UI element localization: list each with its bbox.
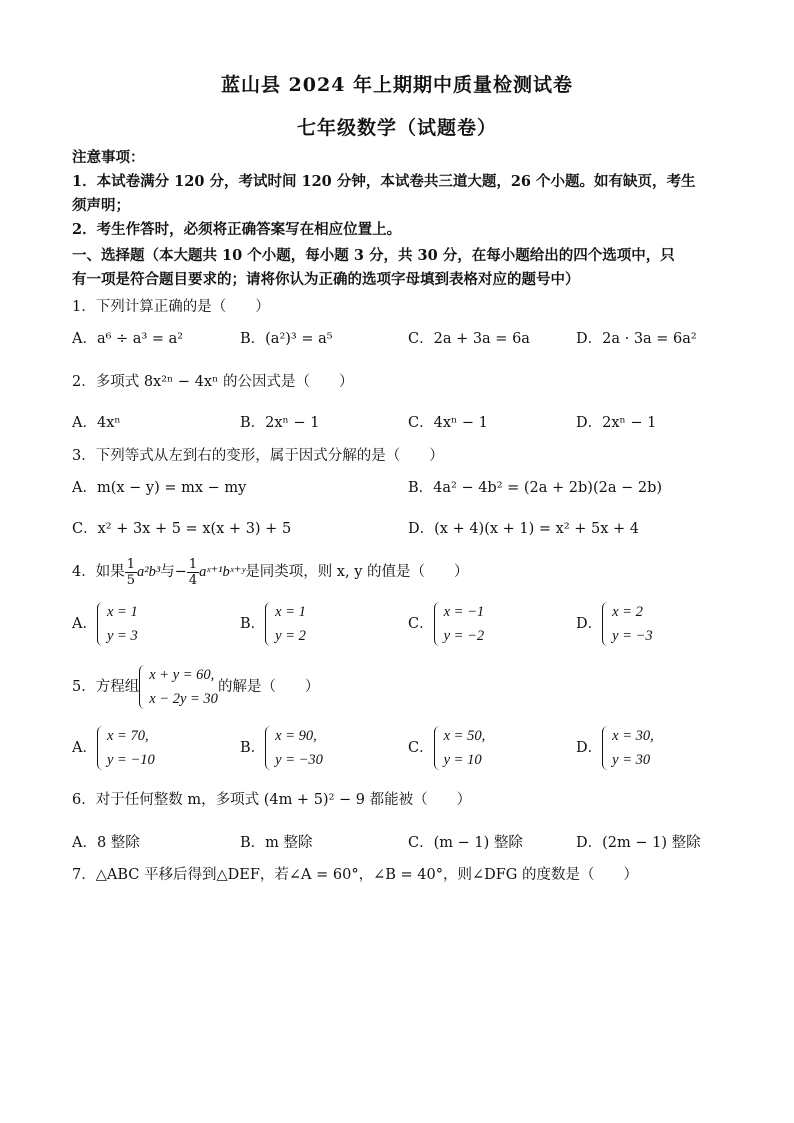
question-2-option-c: C．4xⁿ − 1 xyxy=(408,415,488,431)
system-row: y = −10 xyxy=(106,752,155,768)
system-row: x − 2y = 30 xyxy=(149,691,218,707)
question-3-option-d: D．(x + 4)(x + 1) = x² + 5x + 4 xyxy=(408,521,640,537)
question-6-stem: 6．对于任何整数 m，多项式 (4m + 5)² − 9 都能被（ ） xyxy=(72,792,472,808)
question-4-option-b xyxy=(240,600,306,648)
option-label: B． xyxy=(240,616,266,632)
option-label: A． xyxy=(72,616,97,632)
question-4-stem-suffix: 是同类项，则 x, y 的值是（ ） xyxy=(245,564,469,580)
question-5-option-c xyxy=(408,724,485,772)
option-label: A． xyxy=(72,740,97,756)
system-row: y = 3 xyxy=(106,628,138,644)
system-row: y = −2 xyxy=(443,628,485,644)
system-row: y = −30 xyxy=(275,752,323,768)
option-label: C． xyxy=(408,740,434,756)
system-row: x = 30, xyxy=(612,728,654,744)
equation-system xyxy=(265,600,306,648)
system-row: y = 10 xyxy=(443,752,482,768)
equation-system xyxy=(265,724,323,772)
fraction-one-quarter xyxy=(187,557,199,588)
question-2-stem: 2．多项式 8x²ⁿ − 4xⁿ 的公因式是（ ） xyxy=(72,374,354,390)
question-2-option-a: A．4xⁿ xyxy=(72,415,121,431)
equation-system xyxy=(97,600,138,648)
system-row: y = −3 xyxy=(612,628,653,644)
question-4-options xyxy=(72,600,732,650)
notes-item-1-cont: 须声明； xyxy=(72,197,130,214)
question-4-stem-mid: 与− xyxy=(160,564,187,580)
question-5-option-a xyxy=(72,724,155,772)
system-row: x + y = 60, xyxy=(149,667,215,683)
equation-system xyxy=(602,600,653,648)
question-4-option-d xyxy=(576,600,653,648)
question-3-option-b: B．4a² − 4b² = (2a + 2b)(2a − 2b) xyxy=(408,480,663,496)
system-row: x = 2 xyxy=(612,604,643,620)
equation-system xyxy=(434,724,486,772)
section-1-heading: 一、选择题（本大题共 10 个小题，每小题 3 分，共 30 分，在每小题给出的四个选项中，只 xyxy=(72,247,675,264)
question-4-stem xyxy=(72,552,732,592)
notes-heading: 注意事项： xyxy=(72,149,145,166)
question-5-option-d xyxy=(576,724,654,772)
question-1-option-a: A．a⁶ ÷ a³ = a² xyxy=(72,331,184,347)
question-4-stem-prefix: 4．如果 xyxy=(72,564,125,580)
system-row: y = 30 xyxy=(612,752,651,768)
system-row: y = 2 xyxy=(275,628,306,644)
equation-system xyxy=(602,724,654,772)
question-4-option-c xyxy=(408,600,484,648)
equation-system xyxy=(97,724,155,772)
question-2-option-b: B．2xⁿ − 1 xyxy=(240,415,320,431)
system-row: x = 1 xyxy=(106,604,138,620)
question-4-term-2: aˣ⁺¹bˣ⁺ʸ xyxy=(199,564,246,580)
equation-system xyxy=(139,663,218,711)
question-4-option-a xyxy=(72,600,138,648)
option-label: C． xyxy=(408,616,434,632)
fraction-numerator: 1 xyxy=(126,556,136,572)
question-6-option-d: D．(2m − 1) 整除 xyxy=(576,835,701,851)
question-5-stem-suffix: 的解是（ ） xyxy=(217,679,320,695)
question-5-stem-prefix: 5．方程组 xyxy=(72,679,140,695)
exam-title: 蓝山县 2024 年上期期中质量检测试卷 xyxy=(220,74,574,96)
question-6-option-b: B．m 整除 xyxy=(240,835,313,851)
system-row: x = 1 xyxy=(275,604,306,620)
question-5-stem xyxy=(72,662,732,712)
system-row: x = 50, xyxy=(443,728,486,744)
question-6-option-a: A．8 整除 xyxy=(72,835,140,851)
section-1-heading-cont: 有一项是符合题目要求的；请将你认为正确的选项字母填到表格对应的题号中） xyxy=(72,271,580,288)
question-6-option-c: C．(m − 1) 整除 xyxy=(408,835,523,851)
exam-subtitle: 七年级数学（试题卷） xyxy=(296,117,497,139)
question-7-stem: 7．△ABC 平移后得到△DEF，若∠A = 60°，∠B = 40°，则∠DFG 的度数是（ ） xyxy=(72,867,638,883)
question-3-option-c: C．x² + 3x + 5 = x(x + 3) + 5 xyxy=(72,521,292,537)
fraction-denominator: 5 xyxy=(126,572,136,588)
question-1-option-d: D．2a · 3a = 6a² xyxy=(576,331,697,347)
question-1-option-c: C．2a + 3a = 6a xyxy=(408,331,530,347)
question-1-stem: 1．下列计算正确的是（ ） xyxy=(72,299,270,315)
option-label: B． xyxy=(240,740,266,756)
question-1-option-b: B．(a²)³ = a⁵ xyxy=(240,331,333,347)
notes-item-1: 1．本试卷满分 120 分，考试时间 120 分钟，本试卷共三道大题，26 个小题。如有缺页，考生 xyxy=(72,173,696,190)
fraction-numerator: 1 xyxy=(188,556,198,572)
option-label: D． xyxy=(576,740,603,756)
question-3-option-a: A．m(x − y) = mx − my xyxy=(72,480,247,496)
fraction-one-fifth xyxy=(125,557,137,588)
question-5-option-b xyxy=(240,724,323,772)
system-row: x = 70, xyxy=(106,728,149,744)
equation-system xyxy=(434,600,485,648)
notes-item-2: 2．考生作答时，必须将正确答案写在相应位置上。 xyxy=(72,221,402,238)
option-label: D． xyxy=(576,616,603,632)
system-row: x = 90, xyxy=(275,728,317,744)
system-row: x = −1 xyxy=(443,604,485,620)
question-5-options xyxy=(72,724,732,774)
question-4-term-1: a²b³ xyxy=(137,564,161,580)
question-3-stem: 3．下列等式从左到右的变形，属于因式分解的是（ ） xyxy=(72,448,444,464)
question-2-option-d: D．2xⁿ − 1 xyxy=(576,415,657,431)
fraction-denominator: 4 xyxy=(188,572,198,588)
